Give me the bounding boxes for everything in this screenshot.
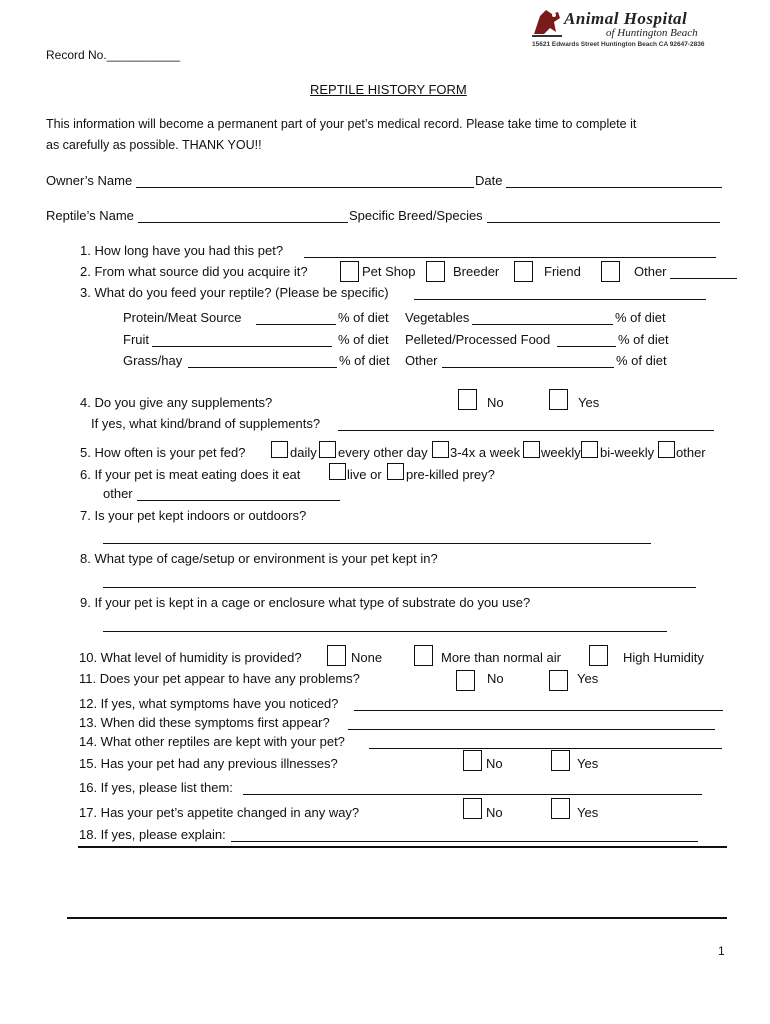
vegetables-field[interactable] xyxy=(472,324,613,325)
vegetables-label: Vegetables xyxy=(405,310,470,325)
question-18-field[interactable] xyxy=(231,841,698,842)
question-5: 5. How often is your pet fed? xyxy=(80,445,246,460)
question-1-field[interactable] xyxy=(304,257,716,258)
question-10: 10. What level of humidity is provided? xyxy=(79,650,302,665)
fed-weekly-label: weekly xyxy=(541,445,581,460)
question-14-field[interactable] xyxy=(369,748,722,749)
question-12-field[interactable] xyxy=(354,710,723,711)
logo-title: Animal Hospital xyxy=(564,9,688,28)
grass-field[interactable] xyxy=(188,367,337,368)
question-18: 18. If yes, please explain: xyxy=(79,827,226,842)
fed-every-other-day-checkbox[interactable] xyxy=(319,441,336,458)
grass-pct-label: % of diet xyxy=(339,353,390,368)
humidity-none-label: None xyxy=(351,650,383,665)
question-9-field[interactable] xyxy=(103,631,667,632)
other-diet-field[interactable] xyxy=(442,367,614,368)
question-9: 9. If your pet is kept in a cage or enclosure what type of substrate do you use? xyxy=(80,595,531,610)
answer-rule-2 xyxy=(67,917,727,919)
fruit-field[interactable] xyxy=(152,346,332,347)
supplements-brand-field[interactable] xyxy=(338,430,714,431)
problems-no-checkbox[interactable] xyxy=(456,670,475,691)
question-16-field[interactable] xyxy=(243,794,702,795)
fed-biweekly-label: bi-weekly xyxy=(600,445,655,460)
owner-name-label: Owner’s Name xyxy=(46,173,133,188)
record-number-field[interactable]: Record No.___________ xyxy=(46,48,181,62)
breed-label: Specific Breed/Species xyxy=(349,208,483,223)
prey-other-label: other xyxy=(103,486,133,501)
reptile-name-label: Reptile’s Name xyxy=(46,208,134,223)
protein-field[interactable] xyxy=(256,324,336,325)
friend-label: Friend xyxy=(544,264,581,279)
question-7: 7. Is your pet kept indoors or outdoors? xyxy=(80,508,307,523)
illness-no-checkbox[interactable] xyxy=(463,750,482,771)
reptile-name-field[interactable] xyxy=(138,222,348,223)
other-source-checkbox[interactable] xyxy=(601,261,620,282)
problems-yes-checkbox[interactable] xyxy=(549,670,568,691)
humidity-more-checkbox[interactable] xyxy=(414,645,433,666)
appetite-no-checkbox[interactable] xyxy=(463,798,482,819)
appetite-no-label: No xyxy=(486,805,503,820)
supplements-followup: If yes, what kind/brand of supplements? xyxy=(91,416,321,431)
question-12: 12. If yes, what symptoms have you noticed? xyxy=(79,696,339,711)
question-4: 4. Do you give any supplements? xyxy=(80,395,273,410)
friend-checkbox[interactable] xyxy=(514,261,533,282)
fed-every-other-day-label: every other day xyxy=(338,445,428,460)
fed-3-4x-checkbox[interactable] xyxy=(432,441,449,458)
owner-name-field[interactable] xyxy=(136,187,474,188)
fed-3-4x-label: 3-4x a week xyxy=(450,445,521,460)
prey-other-field[interactable] xyxy=(137,500,340,501)
protein-label: Protein/Meat Source xyxy=(123,310,242,325)
vegetables-pct-label: % of diet xyxy=(615,310,666,325)
question-6: 6. If your pet is meat eating does it eat xyxy=(80,467,301,482)
fruit-label: Fruit xyxy=(123,332,149,347)
fed-daily-label: daily xyxy=(290,445,317,460)
live-prey-checkbox[interactable] xyxy=(329,463,346,480)
fed-biweekly-checkbox[interactable] xyxy=(581,441,598,458)
breeder-checkbox[interactable] xyxy=(426,261,445,282)
question-3: 3. What do you feed your reptile? (Please be specific) xyxy=(80,285,389,300)
grass-label: Grass/hay xyxy=(123,353,183,368)
question-1: 1. How long have you had this pet? xyxy=(80,243,284,258)
date-field[interactable] xyxy=(506,187,722,188)
humidity-more-label: More than normal air xyxy=(441,650,561,665)
other-source-field[interactable] xyxy=(670,278,737,279)
pelleted-label: Pelleted/Processed Food xyxy=(405,332,551,347)
humidity-high-checkbox[interactable] xyxy=(589,645,608,666)
date-label: Date xyxy=(475,173,503,188)
problems-no-label: No xyxy=(487,671,504,686)
problems-yes-label: Yes xyxy=(577,671,599,686)
form-title: REPTILE HISTORY FORM xyxy=(310,82,467,97)
prekilled-prey-label: pre-killed prey? xyxy=(406,467,495,482)
answer-rule-1 xyxy=(78,846,727,848)
supplements-yes-checkbox[interactable] xyxy=(549,389,568,410)
other-diet-label: Other xyxy=(405,353,438,368)
fed-daily-checkbox[interactable] xyxy=(271,441,288,458)
question-11: 11. Does your pet appear to have any problems? xyxy=(79,671,360,686)
question-16: 16. If yes, please list them: xyxy=(79,780,233,795)
question-15: 15. Has your pet had any previous illnesses? xyxy=(79,756,338,771)
pelleted-pct-label: % of diet xyxy=(618,332,669,347)
illness-yes-checkbox[interactable] xyxy=(551,750,570,771)
supplements-no-label: No xyxy=(487,395,504,410)
fed-weekly-checkbox[interactable] xyxy=(523,441,540,458)
prekilled-prey-checkbox[interactable] xyxy=(387,463,404,480)
other-source-label: Other xyxy=(634,264,667,279)
humidity-none-checkbox[interactable] xyxy=(327,645,346,666)
question-8-field[interactable] xyxy=(103,587,696,588)
fed-other-checkbox[interactable] xyxy=(658,441,675,458)
page-number: 1 xyxy=(718,944,725,958)
illness-yes-label: Yes xyxy=(577,756,599,771)
question-13: 13. When did these symptoms first appear? xyxy=(79,715,330,730)
intro-line-2: as carefully as possible. THANK YOU!! xyxy=(46,138,262,152)
question-17: 17. Has your pet’s appetite changed in any way? xyxy=(79,805,360,820)
logo-address: 15621 Edwards Street Huntington Beach CA 92647-2836 xyxy=(532,41,705,48)
intro-line-1: This information will become a permanent part of your pet’s medical record. Please take time to complete it xyxy=(46,117,637,131)
fruit-pct-label: % of diet xyxy=(338,332,389,347)
question-2: 2. From what source did you acquire it? xyxy=(80,264,308,279)
breeder-label: Breeder xyxy=(453,264,500,279)
breed-field[interactable] xyxy=(487,222,720,223)
fed-other-label: other xyxy=(676,445,706,460)
appetite-yes-checkbox[interactable] xyxy=(551,798,570,819)
illness-no-label: No xyxy=(486,756,503,771)
question-3-field[interactable] xyxy=(414,299,706,300)
logo-subtitle: of Huntington Beach xyxy=(606,27,698,39)
live-prey-label: live or xyxy=(347,467,382,482)
supplements-yes-label: Yes xyxy=(578,395,600,410)
animal-logo-icon xyxy=(530,6,564,38)
supplements-no-checkbox[interactable] xyxy=(458,389,477,410)
pet-shop-label: Pet Shop xyxy=(362,264,416,279)
humidity-high-label: High Humidity xyxy=(623,650,704,665)
question-8: 8. What type of cage/setup or environment is your pet kept in? xyxy=(80,551,438,566)
protein-pct-label: % of diet xyxy=(338,310,389,325)
pelleted-field[interactable] xyxy=(557,346,616,347)
question-13-field[interactable] xyxy=(348,729,715,730)
pet-shop-checkbox[interactable] xyxy=(340,261,359,282)
other-diet-pct-label: % of diet xyxy=(616,353,667,368)
question-14: 14. What other reptiles are kept with your pet? xyxy=(79,734,345,749)
question-7-field[interactable] xyxy=(103,543,651,544)
appetite-yes-label: Yes xyxy=(577,805,599,820)
